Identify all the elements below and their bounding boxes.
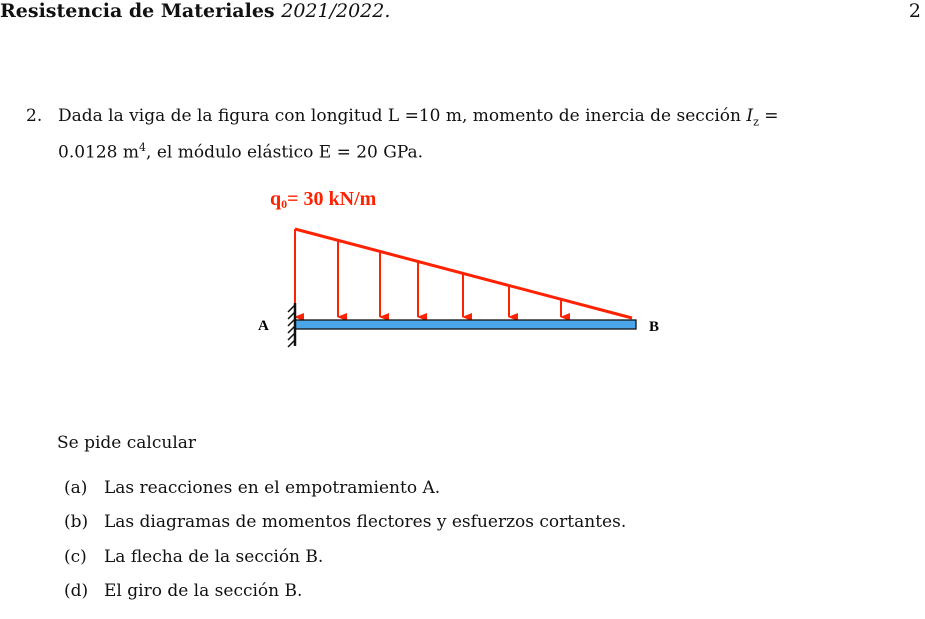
item-label: (b) (64, 512, 89, 533)
problem-line-1-text: Dada la viga de la figura con longitud L =10 m, momento de inercia de sección (58, 106, 741, 126)
course-title: Resistencia de Materiales (0, 0, 275, 22)
beam-figure (250, 185, 680, 355)
equals-sign: = (764, 106, 779, 126)
list-item (64, 478, 626, 512)
problem-text (58, 103, 921, 166)
point-a-label: A (258, 318, 269, 334)
point-b-label: B (649, 319, 660, 335)
list-item (64, 512, 626, 546)
list-item (64, 547, 626, 581)
inertia-value: 0.0128 m (58, 143, 140, 164)
page-number: 2 (908, 0, 921, 22)
inertia-subscript: z (753, 115, 759, 129)
problem-number: 2. (26, 106, 43, 126)
academic-year: 2021/2022. (281, 0, 391, 22)
item-label: (c) (64, 546, 87, 567)
fixed-support (288, 303, 295, 347)
task-list (64, 478, 626, 615)
load-label (270, 188, 377, 211)
problem-statement (26, 103, 921, 166)
problem-line-1 (58, 103, 921, 135)
item-text: El giro de la sección B. (104, 580, 303, 601)
document-header (0, 0, 390, 22)
item-text: La flecha de la sección B. (104, 546, 324, 567)
load-label-value: = 30 kN/m (287, 188, 377, 210)
item-text: Las diagramas de momentos flectores y esfuerzos cortantes. (104, 512, 627, 533)
task-intro: Se pide calcular (57, 433, 197, 453)
list-item (64, 581, 626, 615)
beam (295, 320, 636, 329)
elastic-modulus-text: , el módulo elástico E = 20 GPa. (146, 143, 424, 164)
load-label-q: q (270, 188, 282, 210)
item-label: (a) (64, 478, 88, 498)
item-text: Las reacciones en el empotramiento A. (104, 478, 441, 498)
inertia-exponent: 4 (139, 141, 147, 155)
inertia-symbol: I (746, 106, 754, 126)
load-label-subscript: 0 (281, 197, 288, 211)
item-label: (d) (64, 580, 89, 601)
problem-line-2 (58, 135, 921, 166)
